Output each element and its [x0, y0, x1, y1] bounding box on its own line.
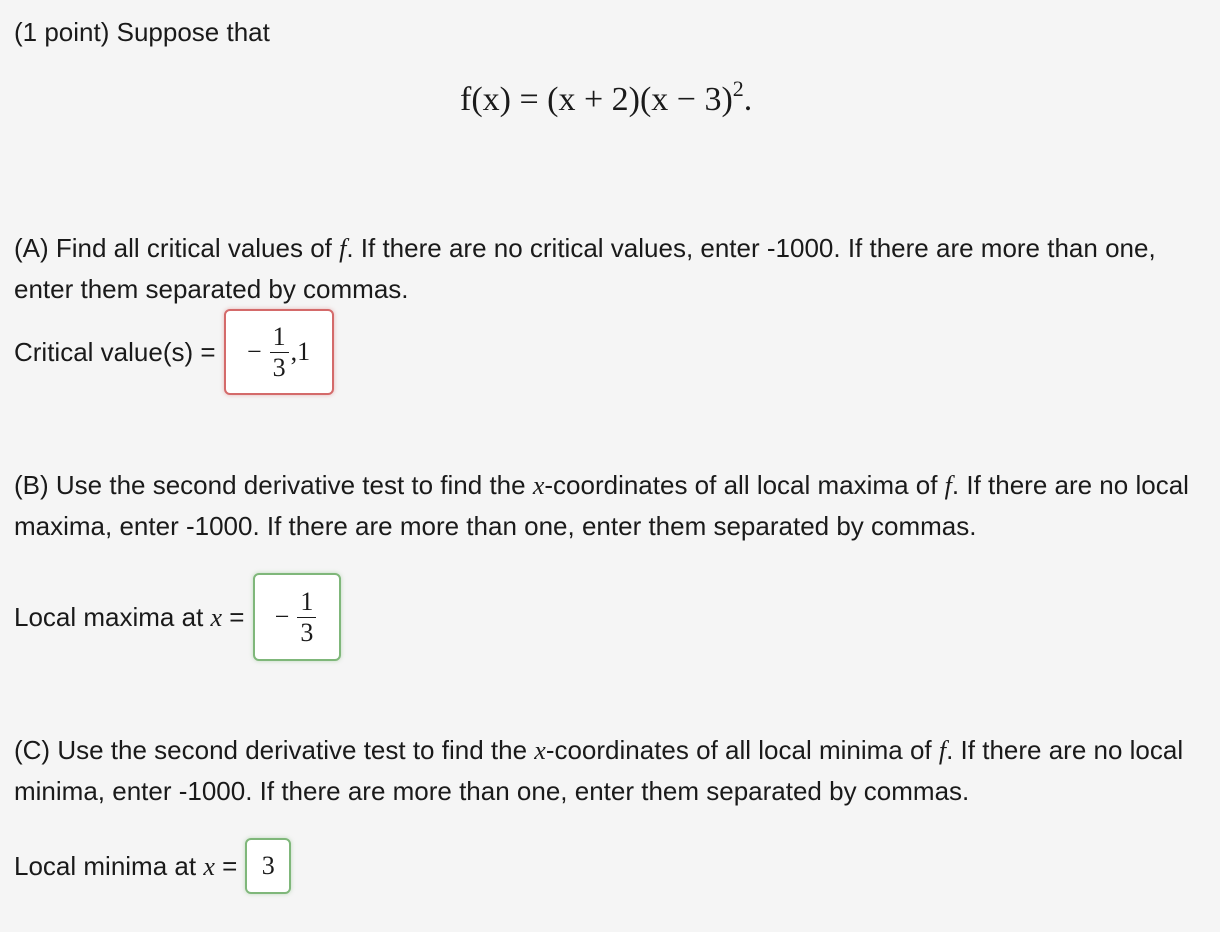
formula-exponent: 2 [732, 76, 744, 101]
formula-expression: f(x) = (x + 2)(x − 3) [460, 81, 733, 118]
points-label: (1 point) [14, 17, 110, 47]
part-c-f-var: f [938, 736, 947, 765]
part-b-text-2: -coordinates of all local maxima of [544, 470, 945, 500]
answer-b-sign: − [274, 602, 290, 631]
part-a-text-1: (A) Find all critical values of [14, 233, 340, 263]
part-c-x-var: x [534, 736, 546, 765]
part-a-f-var: f [339, 234, 347, 263]
part-c-text-3: . If there are no local minima, enter -1000. If there are more than one, enter them separated by commas. [14, 735, 1184, 806]
part-b-text-3: . If there are no local maxima, enter -1000. If there are more than one, enter them separated by commas. [14, 470, 1189, 541]
local-maxima-label-text: Local maxima at [14, 601, 211, 632]
answer-b-denominator: 3 [300, 617, 314, 647]
part-c-text-2: -coordinates of all local minima of [545, 735, 939, 765]
part-b-f-var: f [944, 471, 952, 500]
local-minima-label-text: Local minima at [14, 850, 204, 881]
function-formula [460, 78, 752, 122]
answer-b-fraction [297, 586, 316, 647]
formula-period: . [743, 81, 753, 118]
local-maxima-equals: = [222, 601, 245, 632]
part-c-answer-row [14, 838, 291, 894]
local-minima-label [14, 846, 237, 887]
local-minima-input[interactable] [245, 838, 291, 894]
critical-values-input[interactable] [224, 309, 334, 395]
part-b-text-1: (B) Use the second derivative test to find the [14, 470, 533, 500]
answer-b-numerator: 1 [297, 589, 316, 618]
answer-a-fraction [270, 321, 289, 382]
part-c-question [14, 730, 1204, 811]
critical-values-label: Critical value(s) = [14, 337, 216, 367]
problem-header [14, 12, 270, 52]
local-maxima-label [14, 597, 245, 638]
part-b-answer-row [14, 572, 341, 662]
part-c-text-1: (C) Use the second derivative test to find the [14, 735, 535, 765]
part-b-x-var: x [532, 471, 545, 500]
answer-a-numerator: 1 [270, 324, 289, 353]
part-a-question [14, 228, 1204, 309]
part-a-text-2: . If there are no critical values, enter -1000. If there are more than one, enter them separated by commas. [14, 233, 1156, 304]
local-minima-equals: = [214, 850, 238, 881]
answer-a-sign: − [246, 337, 262, 366]
local-maxima-x-var: x [210, 602, 223, 632]
answer-a-rest: ,1 [290, 337, 311, 366]
local-minima-x-var: x [203, 851, 215, 881]
part-b-question [14, 465, 1204, 546]
local-maxima-input[interactable] [253, 573, 341, 661]
intro-text: Suppose that [109, 17, 270, 47]
answer-a-denominator: 3 [272, 352, 286, 382]
part-a-answer-row [14, 308, 334, 396]
answer-c-value: 3 [261, 851, 275, 880]
